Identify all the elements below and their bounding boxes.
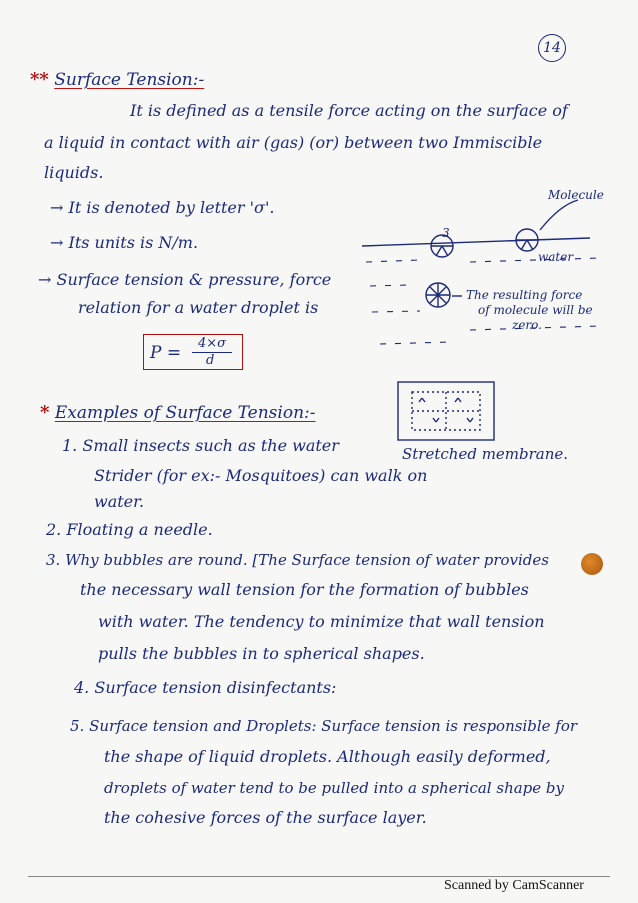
formula-box — [143, 334, 243, 370]
example-1-line-3: water. — [94, 492, 145, 511]
paper-spot — [581, 553, 603, 575]
caption-resulting-force-1: The resulting force — [466, 288, 583, 302]
example-5-line-3: droplets of water tend to be pulled into a spherical shape by — [104, 779, 564, 797]
example-3-line-3: with water. The tendency to minimize that wall tension — [98, 612, 545, 631]
example-4: 4. Surface tension disinfectants: — [74, 678, 337, 697]
example-5-line-2: the shape of liquid droplets. Although easily deformed, — [104, 747, 551, 766]
formula-denominator: d — [206, 353, 215, 368]
point-denoted: → It is denoted by letter 'σ'. — [50, 198, 275, 217]
definition-line-3: liquids. — [44, 163, 104, 182]
definition-line-1: It is defined as a tensile force acting on the surface of — [130, 101, 568, 120]
camscanner-watermark: Scanned by CamScanner — [444, 878, 584, 893]
caption-resulting-force-2: of molecule will be — [478, 303, 593, 317]
membrane-grid — [412, 392, 480, 430]
surface-tension-heading — [30, 70, 204, 90]
membrane-caption: Stretched membrane. — [402, 445, 569, 463]
example-3-line-4: pulls the bubbles in to spherical shapes. — [98, 644, 425, 663]
page-number: 14 — [538, 34, 566, 62]
definition-line-2: a liquid in contact with air (gas) (or) between two Immiscible — [44, 133, 543, 152]
formula-lhs: P = — [150, 343, 182, 363]
footer-divider — [28, 876, 610, 877]
formula-numerator: 4×σ — [198, 336, 227, 351]
example-2: 2. Floating a needle. — [46, 520, 213, 539]
label-water: water — [538, 250, 574, 264]
examples-title: Examples of Surface Tension:- — [54, 403, 316, 423]
heading-title: Surface Tension:- — [54, 70, 205, 90]
label-3: 3 — [442, 226, 450, 240]
example-1-line-1: 1. Small insects such as the water — [62, 436, 339, 455]
bulk-molecule — [426, 283, 450, 307]
example-5-line-4: the cohesive forces of the surface layer. — [104, 808, 427, 827]
molecule-pointer — [540, 200, 578, 230]
surface-molecule-right — [516, 229, 538, 251]
example-3-line-2: the necessary wall tension for the formation of bubbles — [80, 580, 529, 599]
example-3-line-1: 3. Why bubbles are round. [The Surface tension of water provides — [46, 551, 549, 569]
heading-marker: ** — [30, 69, 49, 90]
examples-heading — [40, 403, 316, 423]
point-relation-1: → Surface tension & pressure, force — [38, 270, 332, 289]
examples-marker: * — [40, 402, 50, 423]
membrane-frame — [398, 382, 494, 440]
caption-resulting-force-3: zero. — [512, 318, 542, 332]
point-relation-2: relation for a water droplet is — [78, 298, 319, 317]
example-1-line-2: Strider (for ex:- Mosquitoes) can walk on — [94, 466, 428, 485]
label-molecule: Molecule — [548, 188, 604, 202]
point-units: → Its units is N/m. — [50, 233, 199, 252]
water-surface-line — [362, 238, 590, 246]
example-5-line-1: 5. Surface tension and Droplets: Surface tension is responsible for — [70, 717, 578, 735]
